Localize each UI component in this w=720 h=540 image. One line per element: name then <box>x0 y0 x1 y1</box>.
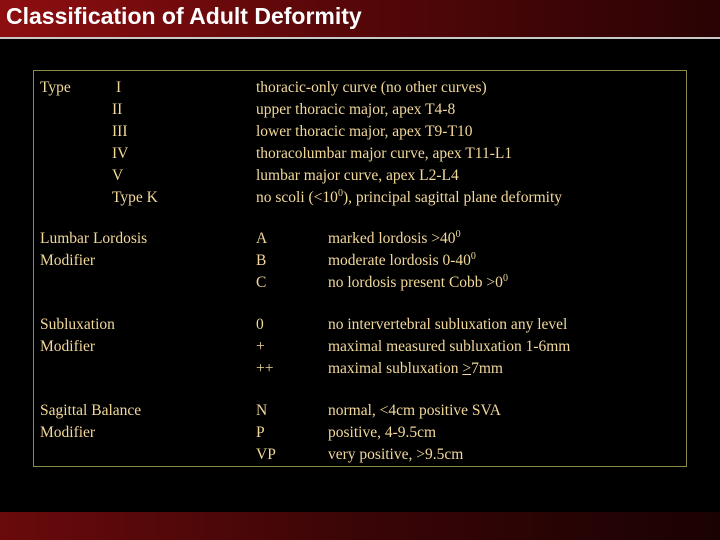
sagittal-desc-vp: very positive, >9.5cm <box>328 446 464 463</box>
lumbar-lordosis-label: Lumbar Lordosis Modifier <box>40 230 148 269</box>
title-bar <box>0 0 720 37</box>
type-code-iv: IV <box>112 145 129 162</box>
lordosis-desc-a: marked lordosis $>40^0$ <box>328 229 461 247</box>
subluxation-desc-plusplus: maximal subluxation >7mm <box>328 360 503 377</box>
subluxation-desc-plus: maximal measured subluxation 1-6mm <box>328 338 571 355</box>
lordosis-desc-b: moderate lordosis $0-40^0$ <box>328 251 476 269</box>
lordosis-code-b: B <box>256 252 267 269</box>
type-desc-v: lumbar major curve, apex L2-L4 <box>256 167 459 184</box>
sagittal-code-p: P <box>256 424 265 441</box>
sagittal-code-n: N <box>256 402 268 419</box>
slide-title: Classification of Adult Deformity <box>6 3 362 29</box>
type-label: Type <box>40 79 71 96</box>
type-desc-iv: thoracolumbar major curve, apex T11-L1 <box>256 145 513 162</box>
type-desc-ii: upper thoracic major, apex T4-8 <box>256 101 456 118</box>
lordosis-desc-c: no lordosis present Cobb $>0^0$ <box>328 273 508 291</box>
sagittal-desc-n: normal, <4cm positive SVA <box>328 402 501 419</box>
lumbar-lordosis-descriptions <box>328 228 508 294</box>
lumbar-lordosis-codes <box>256 228 267 294</box>
lordosis-code-a: A <box>256 230 268 247</box>
subluxation-code-plus: + <box>256 338 265 355</box>
type-code-k: Type K <box>112 189 158 206</box>
type-desc-iii: lower thoracic major, apex T9-T10 <box>256 123 473 140</box>
subluxation-label: Subluxation Modifier <box>40 316 115 355</box>
type-code-iii: III <box>112 123 128 140</box>
type-desc-k: no scoli $(<10^0)$, principal sagittal plane deformity <box>256 188 563 206</box>
subluxation-code-plusplus: ++ <box>256 360 274 377</box>
type-descriptions <box>256 77 562 209</box>
sagittal-balance-codes <box>256 400 276 466</box>
sagittal-balance-label: Sagittal Balance Modifier <box>40 402 142 441</box>
type-code-ii: II <box>112 101 123 118</box>
type-codes <box>112 77 158 209</box>
subluxation-codes <box>256 314 273 380</box>
sagittal-code-vp: VP <box>256 446 276 463</box>
bottom-bar <box>0 512 720 540</box>
subluxation-desc-0: no intervertebral subluxation any level <box>328 316 568 333</box>
title-divider <box>0 37 720 39</box>
lordosis-code-c: C <box>256 274 267 291</box>
sagittal-desc-p: positive, 4-9.5cm <box>328 424 437 441</box>
sagittal-balance-descriptions <box>328 400 501 466</box>
type-desc-i: thoracic-only curve (no other curves) <box>256 79 487 96</box>
type-code-i: I <box>116 79 122 96</box>
type-code-v: V <box>112 167 124 184</box>
subluxation-descriptions <box>328 314 570 380</box>
subluxation-code-0: 0 <box>256 316 264 333</box>
